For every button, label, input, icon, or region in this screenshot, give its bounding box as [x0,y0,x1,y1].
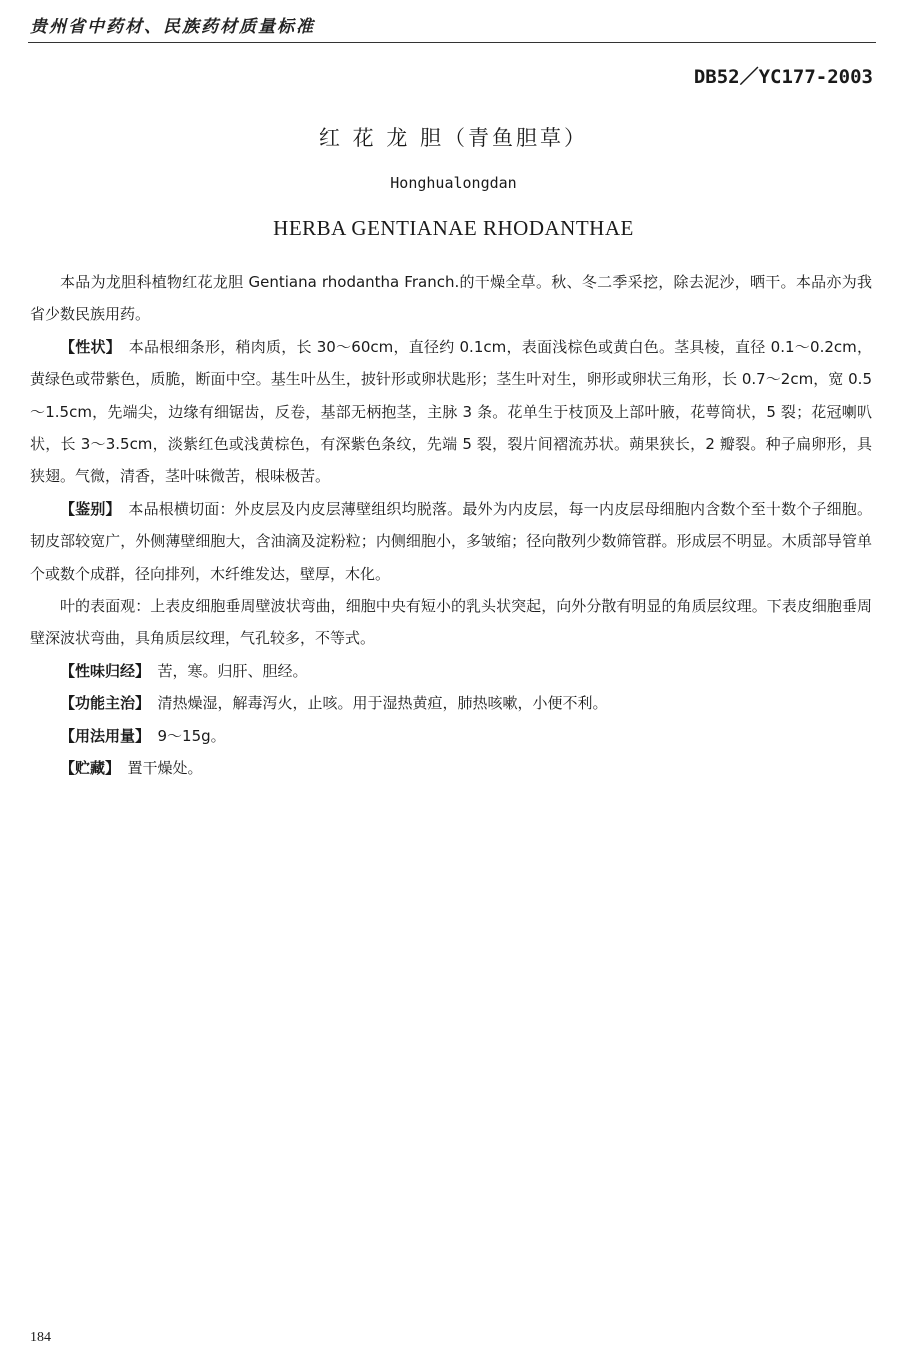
item-storage [30,752,872,784]
item-function-indication [30,687,872,719]
item-text: 清热燥湿，解毒泻火，止咳。用于湿热黄疸，肺热咳嗽，小便不利。 [157,694,608,713]
title-pinyin: Honghualongdan [390,174,517,192]
standard-number: DB52／YC177-2003 [693,66,873,88]
header-rule [28,42,876,43]
section-label: 【性状】 [60,337,121,356]
item-dosage [30,720,872,752]
item-text: 苦，寒。归肝、胆经。 [157,661,308,680]
section-characters [30,331,872,493]
running-head: 贵州省中药材、民族药材质量标准 [30,17,315,37]
leaf-surface-paragraph: 叶的表面观：上表皮细胞垂周壁波状弯曲，细胞中央有短小的乳头状突起，向外分散有明显的角质层纹理。下表皮细胞垂周壁深波状弯曲，具角质层纹理，气孔较多，不等式。 [30,597,872,648]
monograph-body [30,266,872,785]
title-latin: HERBA GENTIANAE RHODANTHAE [273,216,634,240]
item-label: 【性味归经】 [60,661,151,680]
intro-paragraph: 本品为龙胆科植物红花龙胆 Gentiana rhodantha Franch.的干燥全草。秋、冬二季采挖，除去泥沙，晒干。本品亦为我省少数民族用药。 [30,273,872,324]
item-label: 【贮藏】 [60,759,121,778]
item-text: 置干燥处。 [127,759,203,778]
section-label: 【鉴别】 [60,499,121,518]
item-nature-meridian [30,655,872,687]
section-identification [30,493,872,590]
item-label: 【用法用量】 [60,726,151,745]
item-text: 9～15g。 [157,726,226,745]
item-label: 【功能主治】 [60,694,151,713]
title-chinese: 红 花 龙 胆（青鱼胆草） [318,126,589,150]
section-text: 本品根横切面：外皮层及内皮层薄壁组织均脱落。最外为内皮层，每一内皮层母细胞内含数个至十数个子细胞。韧皮部较宽广，外侧薄壁细胞大，含油滴及淀粉粒；内侧细胞小，多皱缩；径向散列少数筛管群。形成层不明显。木质部导管单个或数个成群，径向排列，木纤维发达，壁厚，木化。 [30,499,872,583]
page-number: 184 [30,1330,51,1345]
section-text: 本品根细条形，稍肉质，长 30～60cm，直径约 0.1cm，表面浅棕色或黄白色。茎具棱，直径 0.1～0.2cm，黄绿色或带紫色，质脆，断面中空。基生叶丛生，披针形或卵状匙形；茎生叶对生，卵形或卵状三角形，长 0.7～2cm，宽 0.5～1.5cm，先端尖，边缘有细锯齿，反卷，基部无柄抱茎，主脉 3 条。花单生于枝顶及上部叶腋，花萼筒状，5 裂；花冠喇叭状，长 3～3.5cm，淡紫红色或浅黄棕色，有深紫色条纹，先端 5 裂，裂片间褶流苏状。蒴果狭长，2 瓣裂。种子扁卵形，具狭翅。气微，清香，茎叶味微苦，根味极苦。 [30,337,872,486]
